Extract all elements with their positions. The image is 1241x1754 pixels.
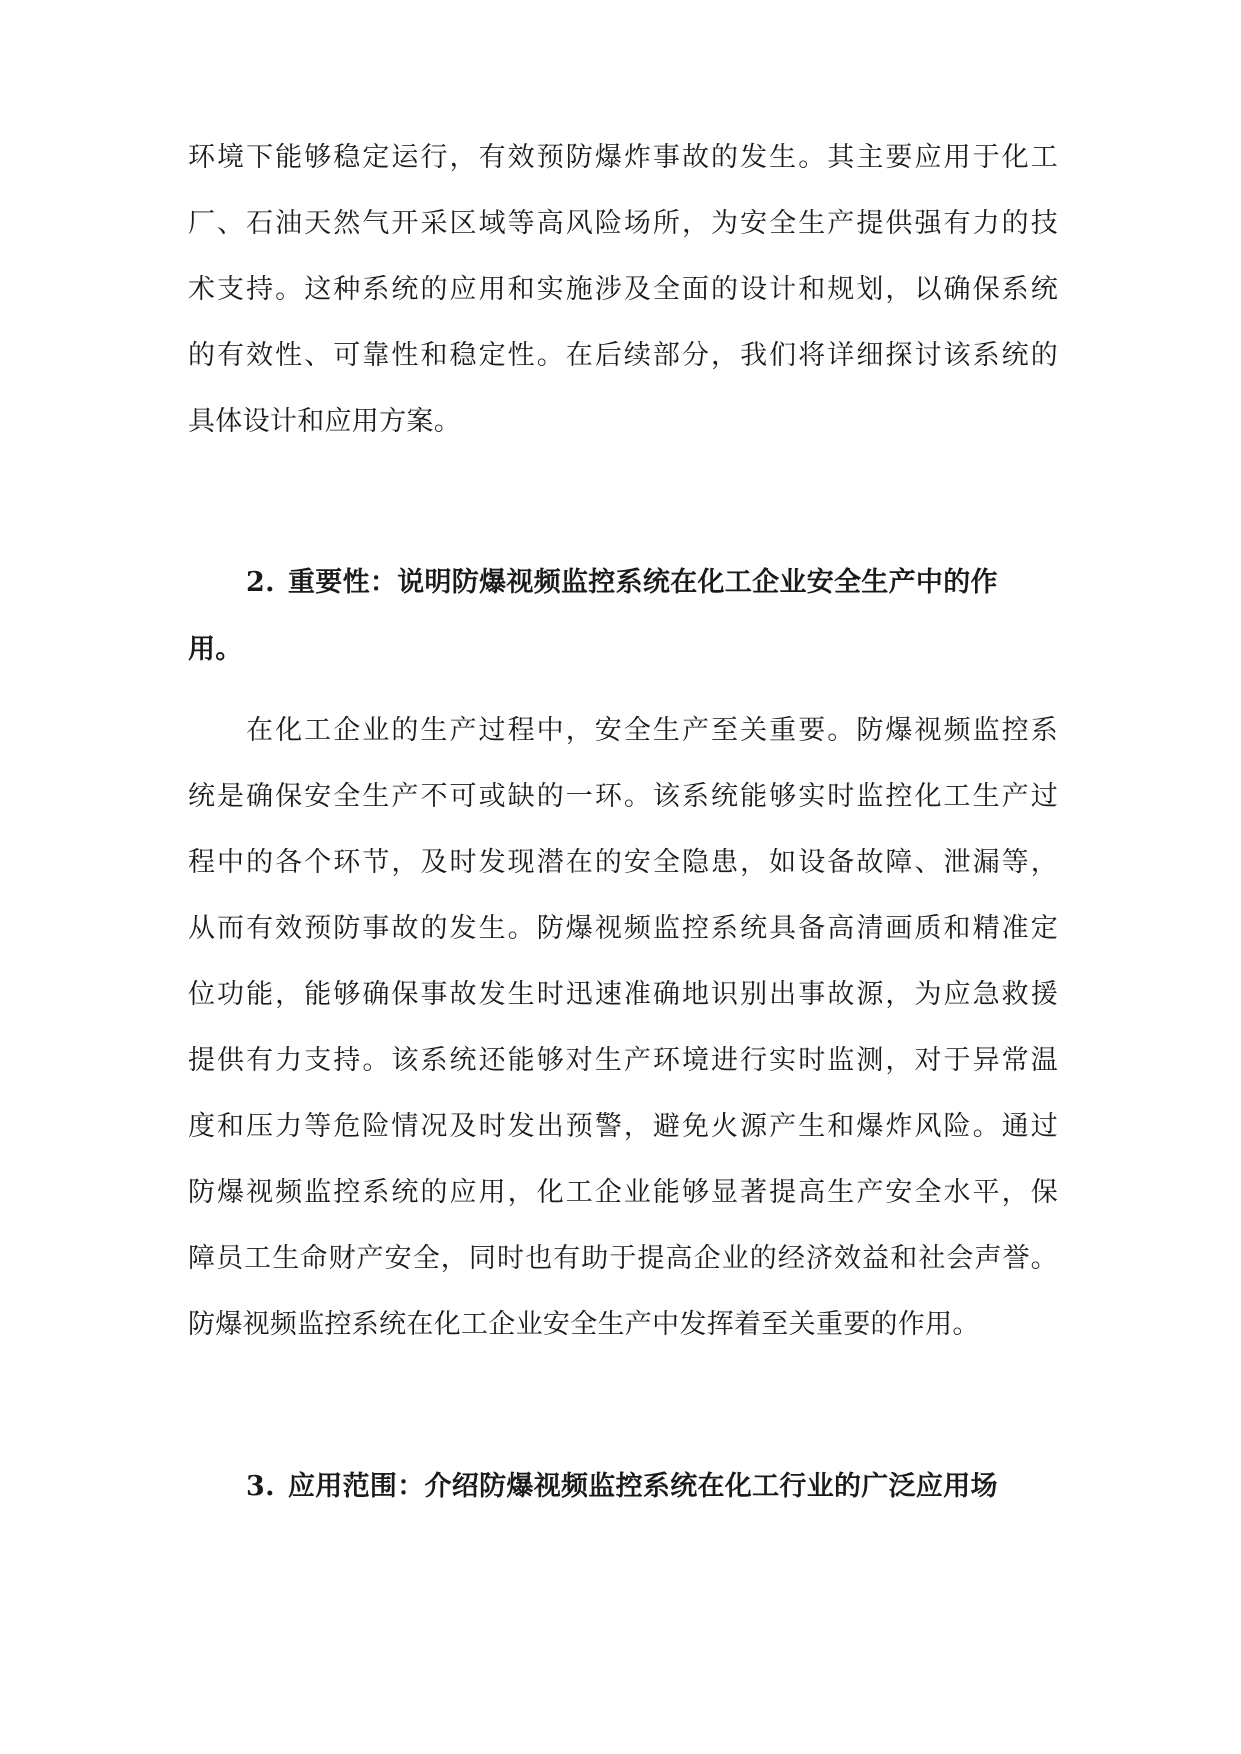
text-line: 防爆视频监控系统的应用，化工企业能够显著提高生产安全水平，保 — [188, 1177, 1058, 1208]
text-line: 统是确保安全生产不可或缺的一环。该系统能够实时监控化工生产过 — [188, 781, 1058, 812]
heading-number: 3. — [246, 1471, 275, 1502]
text-line: 环境下能够稳定运行，有效预防爆炸事故的发生。其主要应用于化工 — [188, 142, 1058, 173]
text-line: 在化工企业的生产过程中，安全生产至关重要。防爆视频监控系 — [246, 715, 1058, 746]
heading-line: 用。 — [188, 634, 243, 665]
heading-text: 应用范围：介绍防爆视频监控系统在化工行业的广泛应用场 — [288, 1471, 998, 1502]
text-line: 度和压力等危险情况及时发出预警，避免火源产生和爆炸风险。通过 — [188, 1111, 1058, 1142]
heading-text: 重要性：说明防爆视频监控系统在化工企业安全生产中的作 — [288, 567, 998, 598]
text-line: 位功能，能够确保事故发生时迅速准确地识别出事故源，为应急救援 — [188, 979, 1058, 1010]
text-line: 厂、石油天然气开采区域等高风险场所，为安全生产提供强有力的技 — [188, 208, 1058, 239]
text-line: 术支持。这种系统的应用和实施涉及全面的设计和规划，以确保系统 — [188, 274, 1058, 305]
heading-line — [246, 563, 1058, 603]
text-line: 防爆视频监控系统在化工企业安全生产中发挥着至关重要的作用。 — [188, 1309, 980, 1340]
heading-number: 2. — [246, 567, 275, 598]
text-line: 程中的各个环节，及时发现潜在的安全隐患，如设备故障、泄漏等， — [188, 847, 1058, 878]
text-line: 提供有力支持。该系统还能够对生产环境进行实时监测，对于异常温 — [188, 1045, 1058, 1076]
text-line: 障员工生命财产安全，同时也有助于提高企业的经济效益和社会声誉。 — [188, 1243, 1058, 1274]
text-line: 的有效性、可靠性和稳定性。在后续部分，我们将详细探讨该系统的 — [188, 340, 1058, 371]
heading-line — [246, 1467, 1058, 1507]
text-line: 具体设计和应用方案。 — [188, 406, 461, 437]
text-line: 从而有效预防事故的发生。防爆视频监控系统具备高清画质和精准定 — [188, 913, 1058, 944]
